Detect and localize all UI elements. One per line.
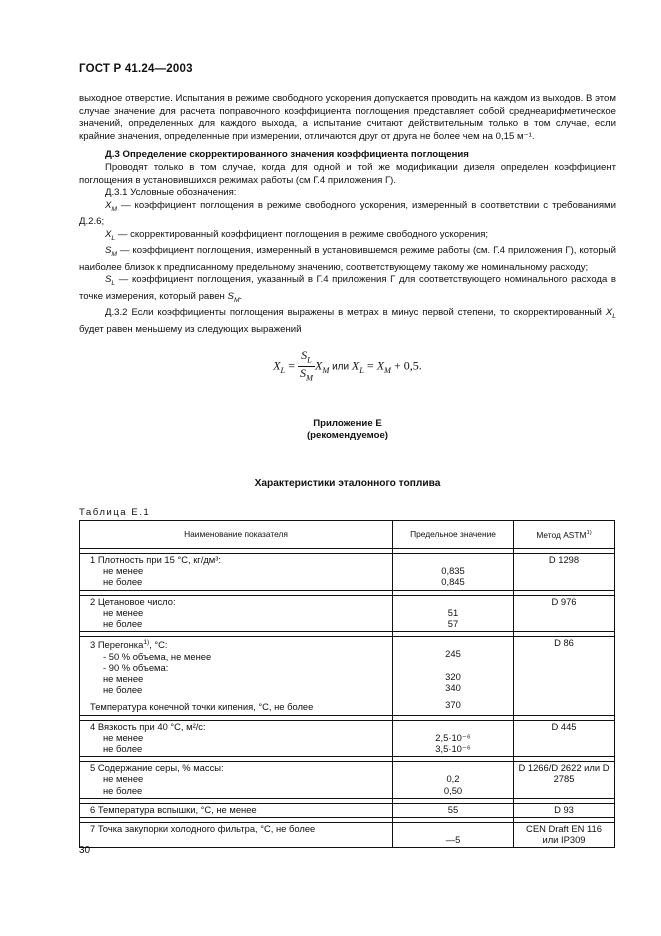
section-d3-title: Д.3 Определение скорректированного значения коэффициента поглощения <box>105 149 469 161</box>
def-xm: $X_M$ — коэффициент поглощения в режиме свободного ускорения, измеренный в соответствии с требованиями Д.2.6; <box>79 199 616 228</box>
table-row: 4 Вязкость при 40 °С, м²/с: не менее не более 2,5·10⁻⁶ 3,5·10⁻⁶ D 445 <box>80 720 615 757</box>
col-header-limit: Предельное значение <box>393 521 514 549</box>
paragraph-d3: Проводят только в том случае, когда для одной и той же модификации дизеля определен коэффициент поглощения в установившихся режимах работы (см Г.4 приложения Г). <box>79 161 616 186</box>
col-header-name: Наименование показателя <box>80 521 393 549</box>
table-row: 6 Температура вспышки, °С, не менее 55 D 93 <box>80 803 615 817</box>
appendix-heading <box>79 418 616 442</box>
col-header-method: Метод ASTM$^{1)}$ <box>514 521 615 549</box>
clause-d32: Д.3.2 Если коэффициенты поглощения выражены в метрах в минус первой степени, то скорректированный $X_L$ будет равен меньшему из следующих выражений <box>79 307 616 335</box>
table-row: 2 Цетановое число: не менее не более 51 57 D 976 <box>80 595 615 632</box>
formula-fraction: $\frac{S_L}{S_M}$ <box>300 347 313 383</box>
appendix-title: Приложение Е <box>313 418 382 429</box>
fuel-table <box>79 520 615 848</box>
body-text <box>79 93 616 384</box>
def-sl: $S_L$ — коэффициент поглощения, указанный в Г.4 приложения Г для соответствующего номинального расхода в точке измерения, который равен $S_M$. <box>79 274 616 304</box>
clause-d31: Д.3.1 Условные обозначения: <box>105 187 237 199</box>
table-row: 7 Точка закупорки холодного фильтра, °С, не более —5 CEN Draft EN 116 или IP309 <box>80 822 615 847</box>
correction-formula: $X_L$ = $\frac{S_L}{S_M}$ $X_M$ или $X_L = X_M + 0,5$. <box>273 347 422 383</box>
table-row: 1 Плотность при 15 °С, кг/дм³: не менее не более 0,835 0,845 D 1298 <box>80 554 615 591</box>
page-number: 30 <box>79 845 91 856</box>
table-row: 5 Содержание серы, % массы: не менее не более 0,2 0,50 D 1266/D 2622 или D 2785 <box>80 762 615 799</box>
table-row: 3 Перегонка$^{1)}$, °С: - 50 % объема, не менее - 90 % объема: не менее не более Температура конечной точки кипения, °С, не более 245 320 340 370 D 86 <box>80 637 615 715</box>
section-title: Характеристики эталонного топлива <box>254 478 441 489</box>
table-caption: Таблица Е.1 <box>79 507 151 518</box>
paragraph-continuation: выходное отверстие. Испытания в режиме свободного ускорения допускается проводить на каждом из выходов. В этом случае значение для расчета поправочного коэффициента поглощения представляет собой среднеарифметическое значений, определенных для каждого выхода, а испытание считают действительным только в том случае, если крайние значения, определенные при измерении, отличаются друг от друга не более чем на 0,15 м⁻¹. <box>79 93 616 142</box>
def-sm: $S_M$ — коэффициент поглощения, измеренный в установившемся режиме работы (см. Г.4 приложения Г), который наиболее близок к предписанному предельному значению, соответствующему такому же номинальному расходу; <box>79 245 616 273</box>
document-header: ГОСТ Р 41.24—2003 <box>79 63 193 75</box>
def-xl: $X_L$ — скорректированный коэффициент поглощения в режиме свободного ускорения; <box>105 228 489 242</box>
appendix-subtitle: (рекомендуемое) <box>306 430 388 441</box>
